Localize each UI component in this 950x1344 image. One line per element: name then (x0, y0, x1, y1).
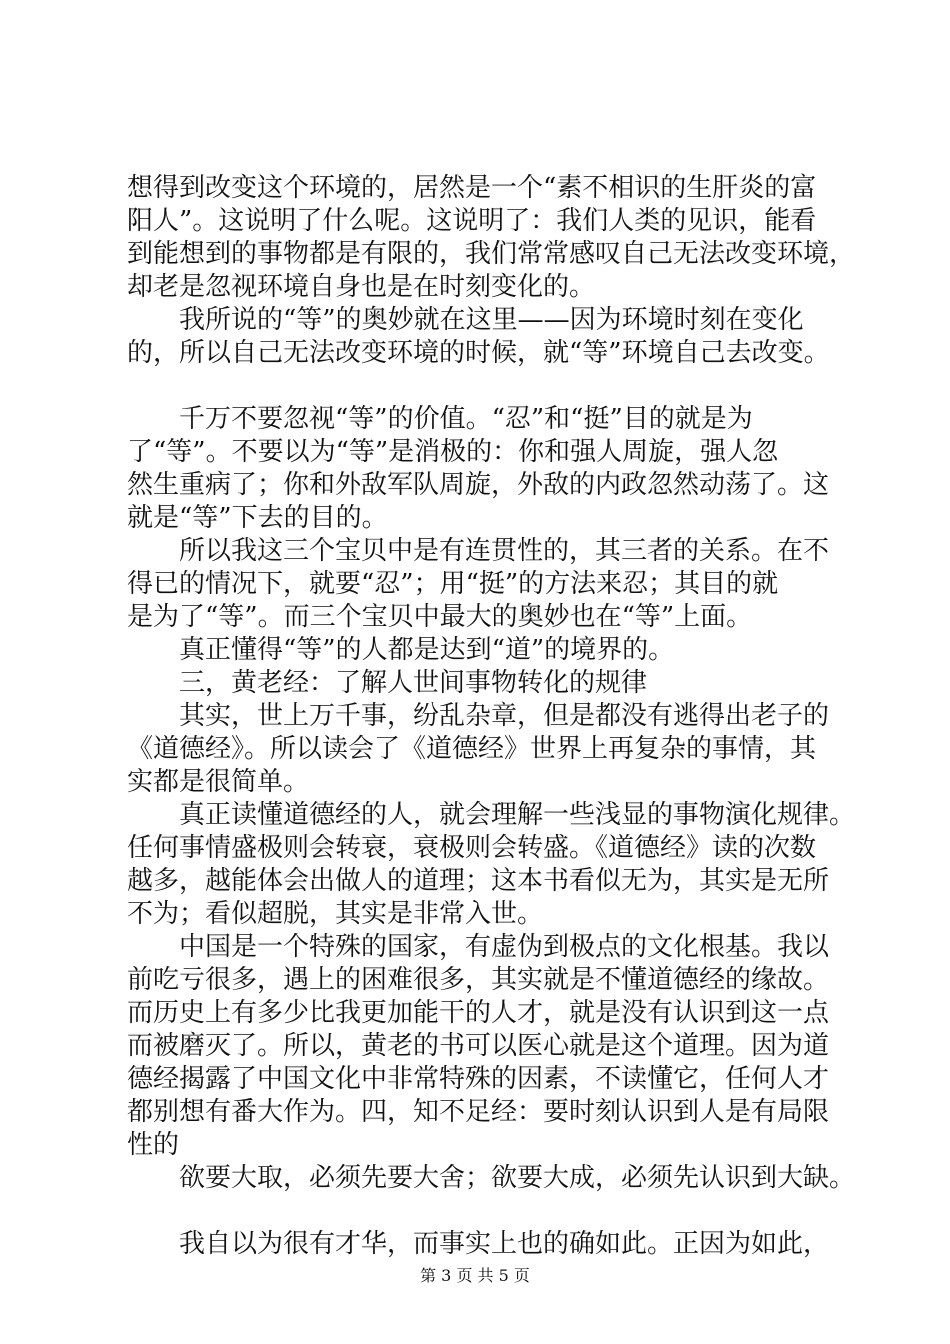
text-line: 到能想到的事物都是有限的，我们常常感叹自己无法改变环境， (127, 239, 856, 269)
page-number-footer: 第 3 页 共 5 页 (420, 1266, 530, 1285)
text-line: 却老是忽视环境自身也是在时刻变化的。 (127, 272, 596, 302)
text-line: 性的 (127, 1130, 180, 1160)
text-line: 《道德经》。所以读会了《道德经》世界上再复杂的事情，其 (127, 734, 817, 764)
text-line: 阳人”。这说明了什么呢。这说明了：我们人类的见识，能看 (127, 206, 817, 236)
text-line: 了“等”。不要以为“等”是消极的：你和强人周旋，强人忽 (127, 437, 779, 467)
text-line: 想得到改变这个环境的，居然是一个“素不相识的生肝炎的富 (127, 173, 817, 203)
text-line: 而历史上有多少比我更加能干的人才，就是没有认识到这一点 (127, 998, 830, 1028)
text-line: 任何事情盛极则会转衰，衰极则会转盛。《道德经》读的次数 (127, 833, 817, 863)
section-heading: 三，黄老经：了解人世间事物转化的规律 (127, 668, 648, 698)
text-line: 不为；看似超脱，其实是非常入世。 (127, 899, 544, 929)
text-line: 我所说的“等”的奥妙就在这里——因为环境时刻在变化 (127, 305, 804, 335)
text-line: 真正读懂道德经的人，就会理解一些浅显的事物演化规律。 (127, 800, 856, 830)
text-line: 的，所以自己无法改变环境的时候，就“等”环境自己去改变。 (127, 338, 830, 368)
text-line: 德经揭露了中国文化中非常特殊的因素，不读懂它，任何人才 (127, 1064, 830, 1094)
text-line: 实都是很简单。 (127, 767, 310, 797)
text-line: 然生重病了；你和外敌军队周旋，外敌的内政忽然动荡了。这 (127, 470, 830, 500)
text-line: 越多，越能体会出做人的道理；这本书看似无为，其实是无所 (127, 866, 830, 896)
text-line: 得已的情况下，就要“忍”；用“挺”的方法来忍；其目的就 (127, 569, 779, 599)
text-line: 所以我这三个宝贝中是有连贯性的，其三者的关系。在不 (127, 536, 830, 566)
text-line: 我自以为很有才华，而事实上也的确如此。正因为如此， (127, 1229, 830, 1259)
document-body (127, 172, 856, 1261)
text-line: 是为了“等”。而三个宝贝中最大的奥妙也在“等”上面。 (127, 602, 753, 632)
blank-line (127, 1195, 827, 1228)
text-line: 而被磨灭了。所以，黄老的书可以医心就是这个道理。因为道 (127, 1031, 830, 1061)
text-line: 都别想有番大作为。四，知不足经：要时刻认识到人是有局限 (127, 1097, 830, 1127)
text-line: 真正懂得“等”的人都是达到“道”的境界的。 (127, 635, 675, 665)
text-line: 其实，世上万千事，纷乱杂章，但是都没有逃得出老子的 (127, 701, 830, 731)
text-line: 前吃亏很多，遇上的困难很多，其实就是不懂道德经的缘故。 (127, 965, 830, 995)
text-line: 欲要大取，必须先要大舍；欲要大成，必须先认识到大缺。 (127, 1163, 856, 1193)
text-line: 中国是一个特殊的国家，有虚伪到极点的文化根基。我以 (127, 932, 830, 962)
blank-line (127, 370, 827, 403)
text-line: 就是“等”下去的目的。 (127, 503, 388, 533)
text-line: 千万不要忽视“等”的价值。“忍”和“挺”目的就是为 (127, 404, 753, 434)
